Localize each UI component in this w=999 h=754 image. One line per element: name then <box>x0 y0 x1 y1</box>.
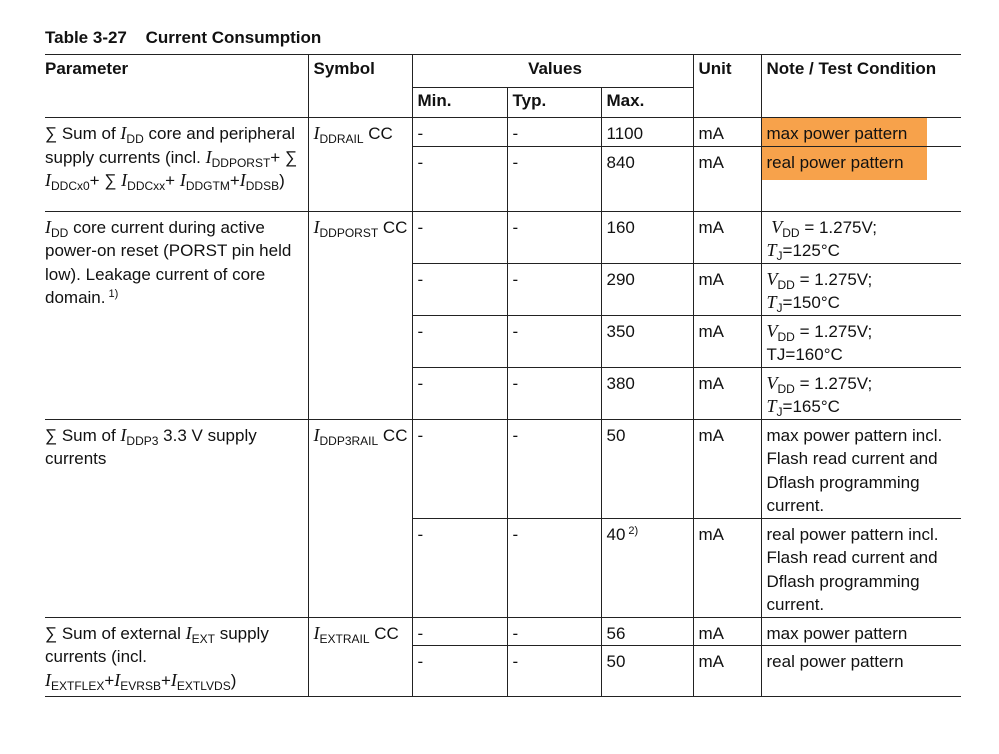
typ-cell: - <box>507 617 601 646</box>
max-cell: 350 <box>601 315 693 367</box>
table-number: Table 3-27 <box>45 28 127 47</box>
table-row <box>45 617 961 646</box>
max-cell: 40 $^{2)}$ <box>601 518 693 617</box>
header-max: Max. <box>601 88 693 118</box>
min-cell: - <box>412 419 507 518</box>
typ-cell: - <box>507 211 601 263</box>
unit-cell: mA <box>693 367 761 419</box>
header-row <box>45 55 961 88</box>
typ-cell: - <box>507 518 601 617</box>
max-cell: 840 <box>601 146 693 211</box>
note-cell: max power pattern <box>761 617 961 646</box>
min-cell: - <box>412 146 507 211</box>
note-cell: $V_{DD} = 1.275V$; TJ=160°C <box>761 315 961 367</box>
note-cell: real power pattern incl. Flash read current and Dflash programming current. <box>761 518 961 617</box>
max-cell: 1100 <box>601 118 693 147</box>
max-cell: 380 <box>601 367 693 419</box>
unit-cell: mA <box>693 118 761 147</box>
min-cell: - <box>412 118 507 147</box>
unit-cell: mA <box>693 419 761 518</box>
symbol-cell: $I_{DDP3RAIL}$ CC <box>308 419 412 617</box>
unit-cell: mA <box>693 646 761 697</box>
min-cell: - <box>412 315 507 367</box>
typ-cell: - <box>507 315 601 367</box>
current-consumption-table <box>45 54 961 697</box>
note-cell: real power pattern <box>761 646 961 697</box>
note-cell: $V_{DD} = 1.275V$; $T_J=125^\circ C$ <box>761 211 961 263</box>
table-row <box>45 118 961 147</box>
header-values: Values <box>412 55 693 88</box>
table-title: Current Consumption <box>145 28 322 47</box>
typ-cell: - <box>507 646 601 697</box>
max-cell: 160 <box>601 211 693 263</box>
table-row <box>45 419 961 518</box>
header-note: Note / Test Condition <box>761 55 961 118</box>
note-cell <box>761 146 961 211</box>
min-cell: - <box>412 211 507 263</box>
max-cell: 290 <box>601 263 693 315</box>
header-unit: Unit <box>693 55 761 118</box>
symbol-cell: $I_{DDPORST}$ CC <box>308 211 412 419</box>
parameter-cell: ∑ Sum of $I_{DDP3}$ 3.3 V supply currents <box>45 419 308 617</box>
unit-cell: mA <box>693 146 761 211</box>
highlighted-note: max power pattern <box>762 118 927 146</box>
unit-cell: mA <box>693 315 761 367</box>
parameter-cell: ∑ Sum of external $I_{EXT}$ supply currents (incl. $I_{EXTFLEX}+I_{EVRSB}+I_{EXTLVDS}$) <box>45 617 308 697</box>
header-typ: Typ. <box>507 88 601 118</box>
header-symbol: Symbol <box>308 55 412 118</box>
unit-cell: mA <box>693 617 761 646</box>
note-cell: max power pattern incl. Flash read current and Dflash programming current. <box>761 419 961 518</box>
table-row <box>45 211 961 263</box>
unit-cell: mA <box>693 263 761 315</box>
typ-cell: - <box>507 263 601 315</box>
header-min: Min. <box>412 88 507 118</box>
symbol-cell: $I_{EXTRAIL}$ CC <box>308 617 412 697</box>
min-cell: - <box>412 263 507 315</box>
typ-cell: - <box>507 419 601 518</box>
min-cell: - <box>412 518 507 617</box>
typ-cell: - <box>507 146 601 211</box>
max-cell: 50 <box>601 419 693 518</box>
max-cell: 50 <box>601 646 693 697</box>
note-cell: $V_{DD} = 1.275V$; $T_J=165^\circ C$ <box>761 367 961 419</box>
parameter-cell: $I_{DD}$ core current during active power-on reset (PORST pin held low). Leakage current of core domain. $^{1)}$ <box>45 211 308 419</box>
note-cell <box>761 118 961 147</box>
parameter-cell: ∑ Sum of $I_{DD}$ core and peripheral supply currents (incl. $I_{DDPORST}+$ ∑ $I_{DDCx0}+$ ∑ $I_{DDCxx}+ I_{DDGTM}+I_{DDSB}$) <box>45 118 308 212</box>
unit-cell: mA <box>693 211 761 263</box>
min-cell: - <box>412 367 507 419</box>
highlighted-note: real power pattern <box>762 147 927 181</box>
typ-cell: - <box>507 367 601 419</box>
note-cell: $V_{DD} = 1.275V$; $T_J=150^\circ C$ <box>761 263 961 315</box>
min-cell: - <box>412 646 507 697</box>
min-cell: - <box>412 617 507 646</box>
table-caption <box>45 28 321 48</box>
unit-cell: mA <box>693 518 761 617</box>
header-parameter: Parameter <box>45 55 308 118</box>
typ-cell: - <box>507 118 601 147</box>
symbol-cell: $I_{DDRAIL}$ CC <box>308 118 412 212</box>
max-cell: 56 <box>601 617 693 646</box>
